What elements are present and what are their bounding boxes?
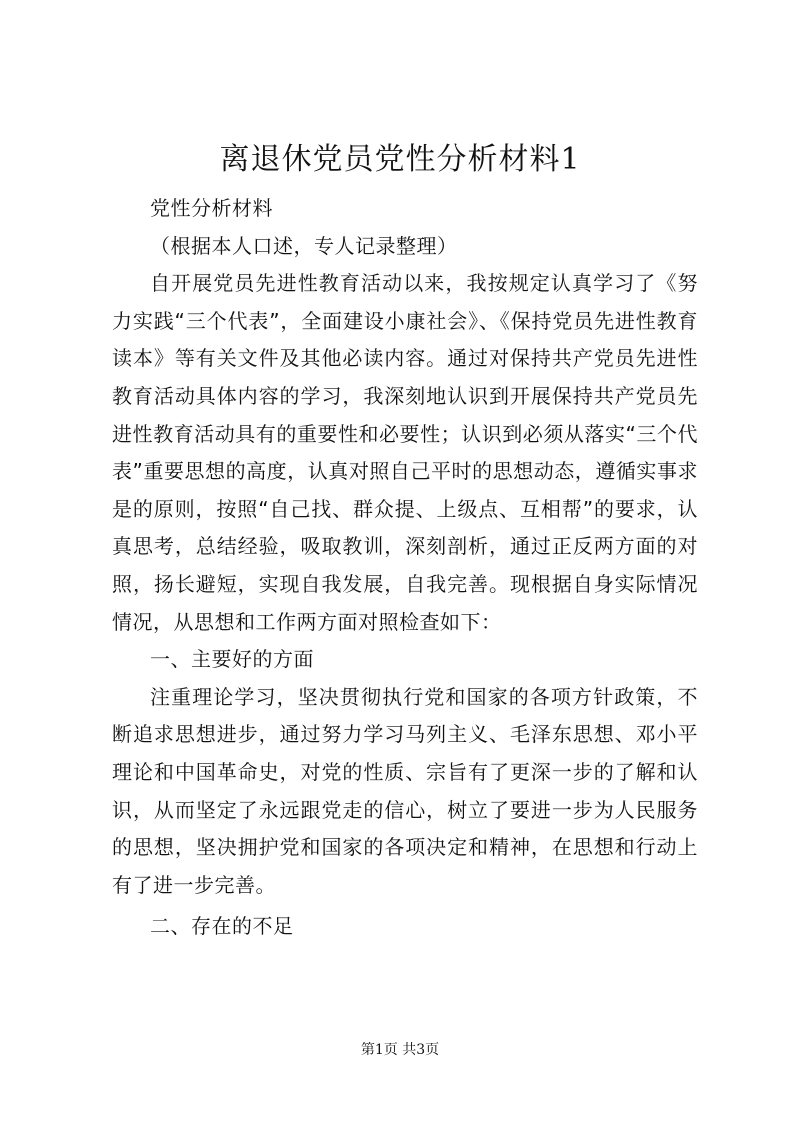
note-paragraph: （根据本人口述，专人记录整理） <box>150 233 458 258</box>
section1-paragraph: 注重理论学习，坚决贯彻执行党和国家的各项方针政策，不断追求思想进步，通过努力学习马列主义、毛泽东思想、邓小平理论和中国革命史，对党的性质、宗旨有了更深一步的了解和认识，从而坚定了永远跟党走的信心，树立了要进一步为人民服务的思想，坚决拥护党和国家的各项决定和精神，在思想和行动上有了进一步完善。 <box>112 684 698 897</box>
intro-paragraph: 自开展党员先进性教育活动以来，我按规定认真学习了《努力实践“三个代表”，全面建设小康社会》、《保持党员先进性教育读本》等有关文件及其他必读内容。通过对保持共产党员先进性教育活动具体内容的学习，我深刻地认识到开展保持共产党员先进性教育活动具有的重要性和必要性；认识到必须从落实“三个代表”重要思想的高度，认真对照自己平时的思想动态，遵循实事求是的原则，按照“自己找、群众提、上级点、互相帮”的要求，认真思考，总结经验，吸取教训，深刻剖析，通过正反两方面的对照，扬长避短，实现自我发展，自我完善。现根据自身实际情况情况，从思想和工作两方面对照检查如下： <box>112 271 698 634</box>
document-title: 离退休党员党性分析材料1 <box>219 142 581 177</box>
section1-heading: 一、主要好的方面 <box>150 647 314 672</box>
document-body <box>112 190 698 946</box>
subtitle-paragraph: 党性分析材料 <box>150 196 273 220</box>
page-footer: 第1页 共3页 <box>360 1042 440 1058</box>
section2-heading: 二、存在的不足 <box>150 914 294 939</box>
